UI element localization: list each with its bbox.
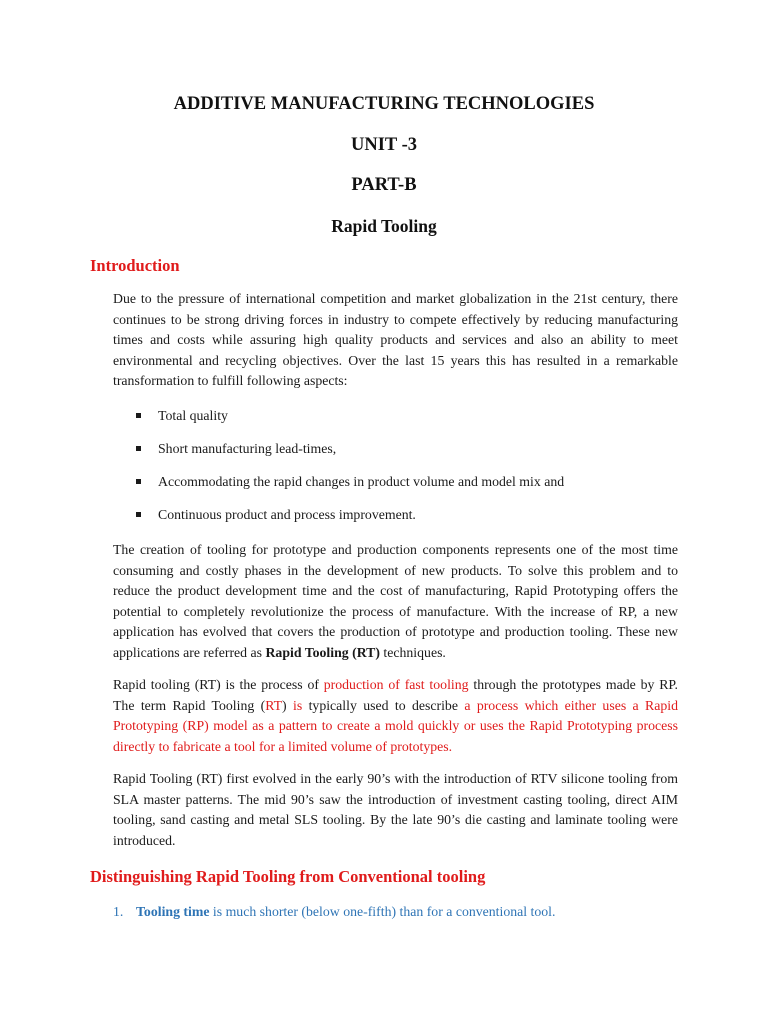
bullet-item [136,439,336,459]
introduction-title: Introduction [90,256,180,275]
topic-heading: Rapid Tooling [331,216,437,236]
numbered-item [113,902,555,922]
distinguishing-title: Distinguishing Rapid Tooling from Conventional tooling [90,867,486,886]
intro-paragraph-1: Due to the pressure of international competition and market globalization in the 21st century, there continues to be strong driving forces in industry to compete effectively by reducing manufacturing times and costs while assuring high quality products and services and also an ability to meet environmental and recycling objectives. Over the last 15 years this has resulted in a remarkable transformation to fulfill following aspects: [113,291,678,388]
bullet-item [136,472,564,492]
paragraph-text: Rapid tooling (RT) is the process of [113,677,324,692]
bullet-text: Short manufacturing lead-times, [158,441,337,456]
intro-paragraph-3 [113,675,678,757]
paragraph-text: The creation of tooling for prototype and production components represents one of the most time consuming and costly phases in the development of new products. To solve this problem and to reduce the product development time and the cost of manufacturing, Rapid Prototyping offers the potential to completely revolutionize the process of manufacture. With the increase of RP, a new application has evolved that covers the production of prototype and production tooling. These new applications are referred as [113,542,678,660]
highlight-text: RT [265,697,283,713]
paragraph-text: through the prototypes made by RP. The term Rapid Tooling ( [113,677,678,713]
bullet-square-icon [136,413,141,418]
main-title: ADDITIVE MANUFACTURING TECHNOLOGIES [173,94,595,114]
item-text: is much shorter (below one-fifth) than for a conventional tool. [209,904,556,919]
intro-paragraph-4: Rapid Tooling (RT) first evolved in the early 90’s with the introduction of RTV silicone tooling from SLA master patterns. The mid 90’s saw the introduction of investment casting tooling, direct AIM tooling, sand casting and metal SLS tooling. By the late 90’s die casting and laminate tooling were introduced. [113,771,678,848]
highlight-text: production of fast tooling [323,677,469,692]
bullet-square-icon [136,479,141,484]
part-heading: PART-B [351,175,417,195]
item-term: Tooling time [136,904,210,919]
paragraph-text: techniques. [379,644,446,660]
rapid-tooling-term: Rapid Tooling (RT) [265,644,380,660]
bullet-square-icon [136,512,141,517]
bullet-square-icon [136,446,141,451]
bullet-item [136,505,416,525]
bullet-item [136,406,228,426]
intro-paragraph-2 [113,540,678,663]
bullet-text: Total quality [158,408,228,423]
highlight-text: is [293,697,303,713]
unit-heading: UNIT -3 [351,135,417,155]
highlight-text: a process which either uses a Rapid Prototyping (RP) model as a pattern to create a mold quickly or uses the Rapid Prototyping process directly to fabricate a tool for a limited volume of prototypes. [113,697,678,754]
paragraph-text: typically used to describe [302,697,465,713]
bullet-text: Continuous product and process improvement. [158,507,416,522]
paragraph-text: ) [282,697,294,713]
bullet-text: Accommodating the rapid changes in product volume and model mix and [158,474,565,489]
item-number: 1. [113,904,124,919]
